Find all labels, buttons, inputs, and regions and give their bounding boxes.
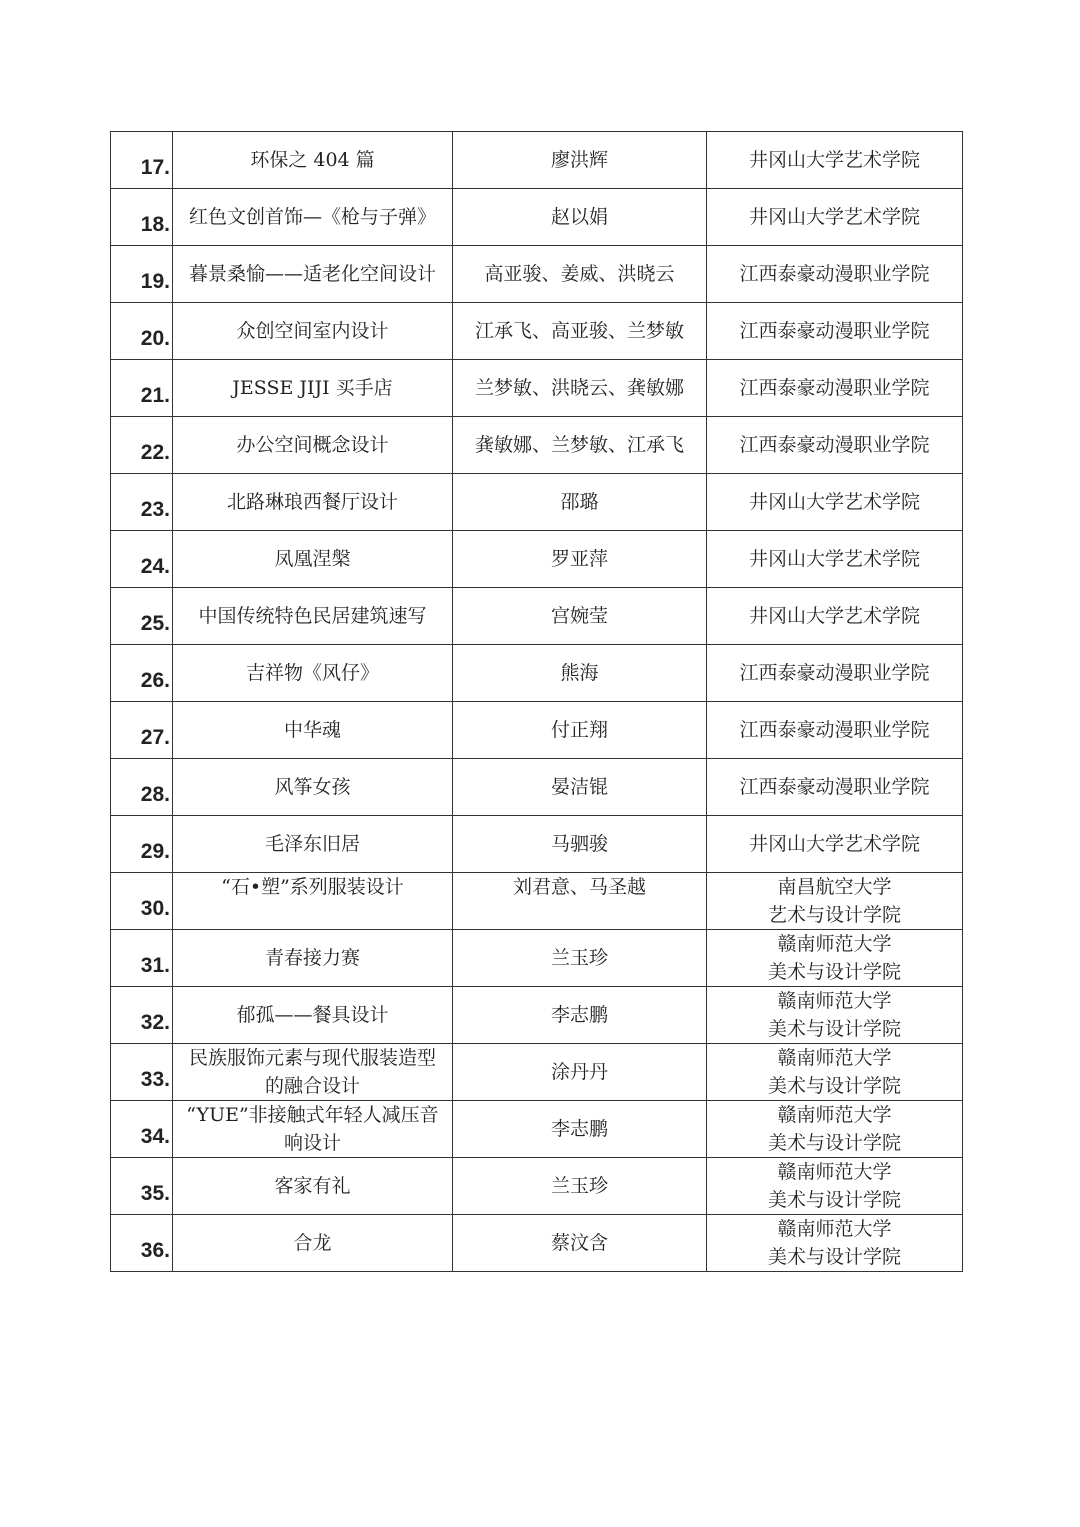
work-title: 客家有礼 bbox=[173, 1158, 453, 1215]
row-number: 32. bbox=[111, 987, 173, 1044]
institution: 井冈山大学艺术学院 bbox=[707, 531, 963, 588]
work-title: JESSE JIJI 买手店 bbox=[173, 360, 453, 417]
work-title: 中华魂 bbox=[173, 702, 453, 759]
institution: 井冈山大学艺术学院 bbox=[707, 189, 963, 246]
table-row bbox=[111, 987, 963, 1044]
work-title: “石•塑”系列服装设计 bbox=[173, 873, 453, 930]
author-names: 兰梦敏、洪晓云、龚敏娜 bbox=[453, 360, 707, 417]
author-names: 李志鹏 bbox=[453, 987, 707, 1044]
table-row bbox=[111, 1044, 963, 1101]
author-names: 高亚骏、姜威、洪晓云 bbox=[453, 246, 707, 303]
row-number: 29. bbox=[111, 816, 173, 873]
institution: 赣南师范大学 美术与设计学院 bbox=[707, 987, 963, 1044]
row-number: 17. bbox=[111, 132, 173, 189]
author-names: 邵璐 bbox=[453, 474, 707, 531]
row-number: 33. bbox=[111, 1044, 173, 1101]
work-title: 风筝女孩 bbox=[173, 759, 453, 816]
institution: 赣南师范大学 美术与设计学院 bbox=[707, 1158, 963, 1215]
table-row bbox=[111, 702, 963, 759]
table-row bbox=[111, 645, 963, 702]
table-row bbox=[111, 474, 963, 531]
work-title: 办公空间概念设计 bbox=[173, 417, 453, 474]
table-row bbox=[111, 873, 963, 930]
table-row bbox=[111, 930, 963, 987]
institution: 江西泰豪动漫职业学院 bbox=[707, 246, 963, 303]
work-title: 中国传统特色民居建筑速写 bbox=[173, 588, 453, 645]
work-title: “YUE”非接触式年轻人减压音 响设计 bbox=[173, 1101, 453, 1158]
institution: 井冈山大学艺术学院 bbox=[707, 132, 963, 189]
table-row bbox=[111, 1158, 963, 1215]
work-title: 凤凰涅槃 bbox=[173, 531, 453, 588]
work-title: 民族服饰元素与现代服装造型 的融合设计 bbox=[173, 1044, 453, 1101]
author-names: 赵以娟 bbox=[453, 189, 707, 246]
table-row bbox=[111, 132, 963, 189]
institution: 江西泰豪动漫职业学院 bbox=[707, 303, 963, 360]
table-row bbox=[111, 360, 963, 417]
author-names: 宫婉莹 bbox=[453, 588, 707, 645]
institution: 井冈山大学艺术学院 bbox=[707, 816, 963, 873]
work-title: 众创空间室内设计 bbox=[173, 303, 453, 360]
award-list-table bbox=[110, 131, 963, 1272]
table-row bbox=[111, 417, 963, 474]
institution: 江西泰豪动漫职业学院 bbox=[707, 759, 963, 816]
row-number: 36. bbox=[111, 1215, 173, 1272]
work-title: 暮景桑愉——适老化空间设计 bbox=[173, 246, 453, 303]
table-row bbox=[111, 1101, 963, 1158]
table-row bbox=[111, 531, 963, 588]
author-names: 兰玉珍 bbox=[453, 930, 707, 987]
row-number: 25. bbox=[111, 588, 173, 645]
row-number: 21. bbox=[111, 360, 173, 417]
table-row bbox=[111, 246, 963, 303]
table-row bbox=[111, 189, 963, 246]
author-names: 付正翔 bbox=[453, 702, 707, 759]
author-names: 晏洁锟 bbox=[453, 759, 707, 816]
institution: 南昌航空大学 艺术与设计学院 bbox=[707, 873, 963, 930]
author-names: 罗亚萍 bbox=[453, 531, 707, 588]
work-title: 青春接力赛 bbox=[173, 930, 453, 987]
work-title: 毛泽东旧居 bbox=[173, 816, 453, 873]
author-names: 李志鹏 bbox=[453, 1101, 707, 1158]
row-number: 23. bbox=[111, 474, 173, 531]
row-number: 24. bbox=[111, 531, 173, 588]
institution: 赣南师范大学 美术与设计学院 bbox=[707, 1044, 963, 1101]
institution: 赣南师范大学 美术与设计学院 bbox=[707, 1101, 963, 1158]
institution: 江西泰豪动漫职业学院 bbox=[707, 417, 963, 474]
institution: 井冈山大学艺术学院 bbox=[707, 588, 963, 645]
work-title: 环保之 404 篇 bbox=[173, 132, 453, 189]
author-names: 龚敏娜、兰梦敏、江承飞 bbox=[453, 417, 707, 474]
work-title: 郁孤——餐具设计 bbox=[173, 987, 453, 1044]
institution: 江西泰豪动漫职业学院 bbox=[707, 645, 963, 702]
author-names: 江承飞、高亚骏、兰梦敏 bbox=[453, 303, 707, 360]
work-title: 吉祥物《风仔》 bbox=[173, 645, 453, 702]
institution: 江西泰豪动漫职业学院 bbox=[707, 702, 963, 759]
author-names: 熊海 bbox=[453, 645, 707, 702]
row-number: 35. bbox=[111, 1158, 173, 1215]
table-row bbox=[111, 1215, 963, 1272]
work-title: 红色文创首饰—《枪与子弹》 bbox=[173, 189, 453, 246]
table-row bbox=[111, 588, 963, 645]
row-number: 27. bbox=[111, 702, 173, 759]
institution: 井冈山大学艺术学院 bbox=[707, 474, 963, 531]
author-names: 涂丹丹 bbox=[453, 1044, 707, 1101]
row-number: 30. bbox=[111, 873, 173, 930]
table-row bbox=[111, 303, 963, 360]
table-row bbox=[111, 816, 963, 873]
row-number: 18. bbox=[111, 189, 173, 246]
work-title: 合龙 bbox=[173, 1215, 453, 1272]
author-names: 马驷骏 bbox=[453, 816, 707, 873]
author-names: 兰玉珍 bbox=[453, 1158, 707, 1215]
row-number: 22. bbox=[111, 417, 173, 474]
table-row bbox=[111, 759, 963, 816]
work-title: 北路琳琅西餐厅设计 bbox=[173, 474, 453, 531]
row-number: 20. bbox=[111, 303, 173, 360]
row-number: 26. bbox=[111, 645, 173, 702]
author-names: 蔡汶含 bbox=[453, 1215, 707, 1272]
row-number: 31. bbox=[111, 930, 173, 987]
row-number: 19. bbox=[111, 246, 173, 303]
institution: 江西泰豪动漫职业学院 bbox=[707, 360, 963, 417]
institution: 赣南师范大学 美术与设计学院 bbox=[707, 1215, 963, 1272]
author-names: 刘君意、马圣越 bbox=[453, 873, 707, 930]
author-names: 廖洪辉 bbox=[453, 132, 707, 189]
institution: 赣南师范大学 美术与设计学院 bbox=[707, 930, 963, 987]
row-number: 28. bbox=[111, 759, 173, 816]
row-number: 34. bbox=[111, 1101, 173, 1158]
table-body bbox=[111, 132, 963, 1272]
